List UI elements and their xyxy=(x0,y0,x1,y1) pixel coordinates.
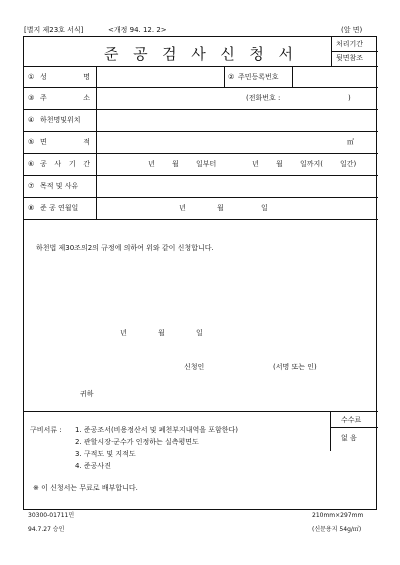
completion-month: 월 xyxy=(217,204,224,212)
row-num-8: ⑧ xyxy=(28,204,35,212)
sign-date-month: 월 xyxy=(158,329,165,337)
phone-label: (전화번호 : xyxy=(246,94,281,102)
sign-date-year: 년 xyxy=(120,329,127,337)
row-num-6: ⑥ xyxy=(28,160,35,168)
document-item-1: 1. 준공조서(비용정산서 및 폐천부지내역을 포함한다) xyxy=(75,426,239,434)
period-end-year: 년 xyxy=(252,160,259,168)
paper-type: (신문용지 54g/㎡) xyxy=(312,526,362,533)
area-label: 면 적 xyxy=(40,138,90,146)
period-start-day: 일부터 xyxy=(196,160,217,168)
period-start-month: 월 xyxy=(172,160,179,168)
free-distribution-note: ※ 이 신청서는 무료로 배부합니다. xyxy=(33,484,138,492)
row-num-1: ① xyxy=(28,73,35,81)
form-title: 준 공 검 사 신 청 서 xyxy=(104,45,294,63)
applicant-name-field[interactable] xyxy=(210,359,270,375)
approval-date: 94.7.27 승인 xyxy=(28,526,65,533)
resident-number-field[interactable] xyxy=(293,67,377,86)
form-code: 30300-01711민 xyxy=(28,512,75,519)
period-start-year: 년 xyxy=(148,160,155,168)
river-label: 하천명및위치 xyxy=(40,116,81,124)
statement-text: 하천법 제30조의2의 규정에 의하여 위와 같이 신청합니다. xyxy=(36,244,214,252)
area-unit: ㎡ xyxy=(347,138,354,146)
document-item-3: 3. 구적도 및 지적도 xyxy=(75,450,136,458)
applicant-label: 신청인 xyxy=(184,363,205,371)
processing-period-value: 뒷면참조 xyxy=(336,54,364,62)
completion-day: 일 xyxy=(261,204,268,212)
address-label: 주 소 xyxy=(40,94,90,102)
phone-close: ) xyxy=(348,94,351,102)
row-num-4: ④ xyxy=(28,116,35,124)
sign-date-day: 일 xyxy=(196,329,203,337)
fee-value: 없 음 xyxy=(341,434,357,442)
row-num-3: ③ xyxy=(28,94,35,102)
signature-note: (서명 또는 인) xyxy=(273,363,317,371)
period-label: 공 사 기 간 xyxy=(40,160,90,168)
period-end-month: 월 xyxy=(276,160,283,168)
resident-number-label: 주민등록번호 xyxy=(238,73,279,81)
fee-label: 수수료 xyxy=(341,416,362,424)
completion-label: 준 공 연월일 xyxy=(40,204,79,212)
completion-field[interactable] xyxy=(97,198,377,218)
form-number: [별지 제23호 서식] xyxy=(24,26,84,34)
paper-size: 210mm×297mm xyxy=(312,512,364,519)
revision-note: <개정 94. 12. 2> xyxy=(108,26,167,34)
river-field[interactable] xyxy=(97,110,377,130)
area-field[interactable] xyxy=(97,132,377,152)
addressee-suffix: 귀하 xyxy=(80,390,94,398)
processing-period-label: 처리기간 xyxy=(336,40,364,48)
name-field[interactable] xyxy=(97,67,223,86)
documents-label: 구비서류 : xyxy=(30,426,62,434)
completion-year: 년 xyxy=(179,204,186,212)
application-form xyxy=(23,36,377,510)
address-field[interactable] xyxy=(97,88,377,108)
period-field[interactable] xyxy=(97,154,377,174)
row-num-7: ⑦ xyxy=(28,182,35,190)
document-item-2: 2. 관할시장·군수가 인정하는 실측평면도 xyxy=(75,438,199,446)
row-num-5: ⑤ xyxy=(28,138,35,146)
purpose-label: 목적 및 사유 xyxy=(40,182,79,190)
row-num-2: ② xyxy=(228,73,235,81)
period-duration: 일간) xyxy=(340,160,357,168)
period-end-day: 일까지( xyxy=(300,160,324,168)
name-label: 성 명 xyxy=(40,73,90,81)
document-item-4: 4. 준공사진 xyxy=(75,462,111,470)
page-side-label: (앞 면) xyxy=(341,26,363,34)
purpose-field[interactable] xyxy=(97,176,377,196)
